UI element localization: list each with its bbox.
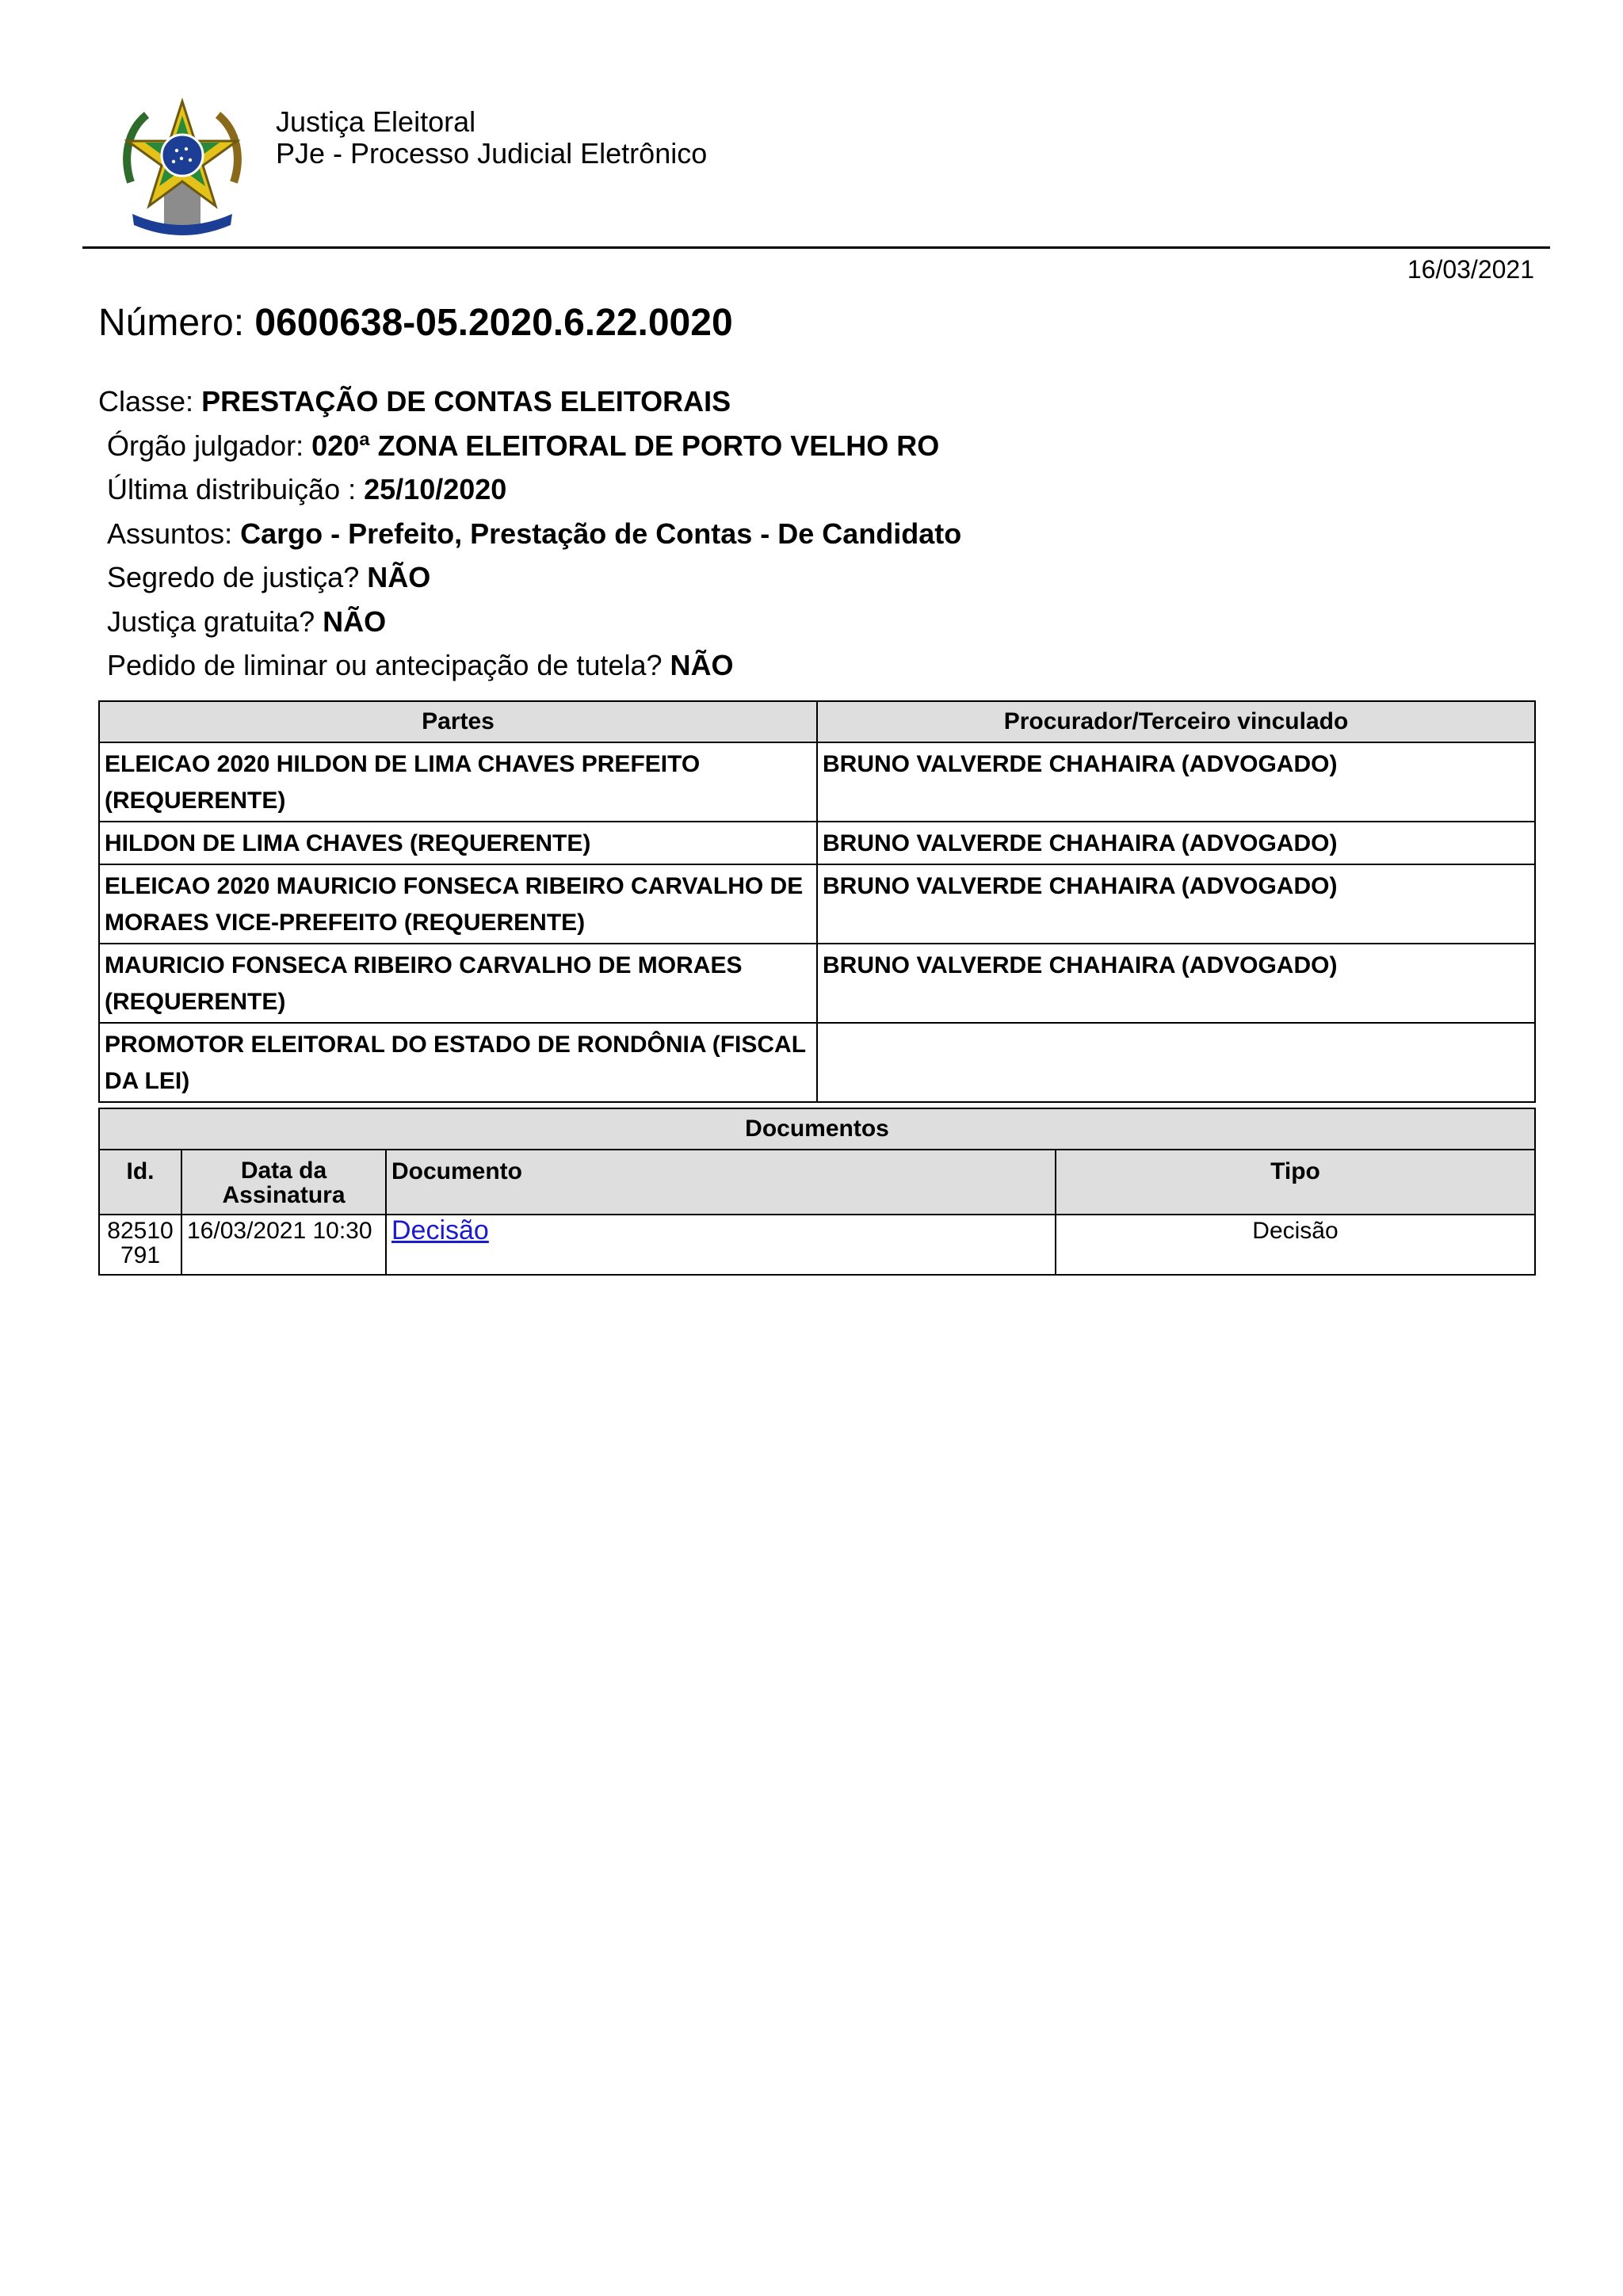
detail-classe — [98, 383, 961, 428]
detail-label: Classe: — [98, 385, 194, 418]
document-type: Decisão — [1056, 1215, 1535, 1275]
procurador-cell: BRUNO VALVERDE CHAHAIRA (ADVOGADO) — [817, 822, 1535, 864]
procurador-cell: BRUNO VALVERDE CHAHAIRA (ADVOGADO) — [817, 742, 1535, 822]
parte-cell: ELEICAO 2020 MAURICIO FONSECA RIBEIRO CARVALHO DE MORAES VICE-PREFEITO (REQUERENTE) — [99, 864, 817, 944]
header — [276, 106, 707, 170]
process-number — [98, 301, 733, 345]
documentos-header-row — [99, 1150, 1535, 1215]
table-row — [99, 742, 1535, 822]
partes-table — [98, 700, 1536, 1103]
detail-assuntos — [98, 516, 961, 560]
detail-value: NÃO — [670, 649, 734, 681]
detail-label: Assuntos: — [107, 517, 233, 550]
detail-ultima-distribuicao — [98, 471, 961, 516]
column-header-tipo: Tipo — [1056, 1150, 1535, 1215]
detail-value: 25/10/2020 — [364, 473, 507, 505]
detail-value: 020ª ZONA ELEITORAL DE PORTO VELHO RO — [311, 429, 940, 462]
procurador-cell: BRUNO VALVERDE CHAHAIRA (ADVOGADO) — [817, 944, 1535, 1023]
detail-value: NÃO — [367, 561, 431, 593]
document-cell — [386, 1215, 1056, 1275]
procurador-cell: BRUNO VALVERDE CHAHAIRA (ADVOGADO) — [817, 864, 1535, 944]
detail-label: Pedido de liminar ou antecipação de tutela? — [107, 649, 663, 681]
column-header-id: Id. — [99, 1150, 181, 1215]
partes-header-row — [99, 701, 1535, 742]
detail-value: PRESTAÇÃO DE CONTAS ELEITORAIS — [201, 385, 731, 418]
header-line1: Justiça Eleitoral — [276, 105, 476, 138]
brasao-emblem-icon — [115, 95, 250, 239]
column-header-procurador: Procurador/Terceiro vinculado — [817, 701, 1535, 742]
header-line2: PJe - Processo Judicial Eletrônico — [276, 137, 708, 170]
detail-label: Segredo de justiça? — [107, 561, 360, 593]
table-row — [99, 1023, 1535, 1102]
parte-cell: MAURICIO FONSECA RIBEIRO CARVALHO DE MORAES (REQUERENTE) — [99, 944, 817, 1023]
detail-justica-gratuita — [98, 604, 961, 648]
table-row — [99, 944, 1535, 1023]
table-row — [99, 1215, 1535, 1275]
process-number-label: Número: — [98, 302, 245, 344]
detail-label: Justiça gratuita? — [107, 605, 315, 638]
procurador-cell — [817, 1023, 1535, 1102]
column-header-partes: Partes — [99, 701, 817, 742]
table-row — [99, 864, 1535, 944]
document-signature-date: 16/03/2021 10:30 — [181, 1215, 386, 1275]
process-details — [98, 383, 961, 692]
parte-cell: HILDON DE LIMA CHAVES (REQUERENTE) — [99, 822, 817, 864]
detail-pedido-liminar — [98, 647, 961, 692]
documentos-table — [98, 1108, 1536, 1276]
document-link-decisao[interactable]: Decisão — [391, 1215, 489, 1245]
detail-label: Última distribuição : — [107, 473, 357, 505]
parte-cell: PROMOTOR ELEITORAL DO ESTADO DE RONDÔNIA (FISCAL DA LEI) — [99, 1023, 817, 1102]
print-date: 16/03/2021 — [1407, 255, 1534, 284]
detail-segredo-justica — [98, 559, 961, 604]
process-number-value: 0600638-05.2020.6.22.0020 — [254, 302, 733, 344]
documentos-title-row — [99, 1108, 1535, 1150]
column-header-data-assinatura: Data da Assinatura — [181, 1150, 386, 1215]
parte-cell: ELEICAO 2020 HILDON DE LIMA CHAVES PREFEITO (REQUERENTE) — [99, 742, 817, 822]
detail-value: NÃO — [323, 605, 387, 638]
documentos-title: Documentos — [99, 1108, 1535, 1150]
table-row — [99, 822, 1535, 864]
column-header-documento: Documento — [386, 1150, 1056, 1215]
detail-orgao-julgador — [98, 428, 961, 472]
detail-label: Órgão julgador: — [107, 429, 304, 462]
detail-value: Cargo - Prefeito, Prestação de Contas - De Candidato — [240, 517, 962, 550]
header-divider — [82, 246, 1550, 249]
document-id: 82510 791 — [99, 1215, 181, 1275]
